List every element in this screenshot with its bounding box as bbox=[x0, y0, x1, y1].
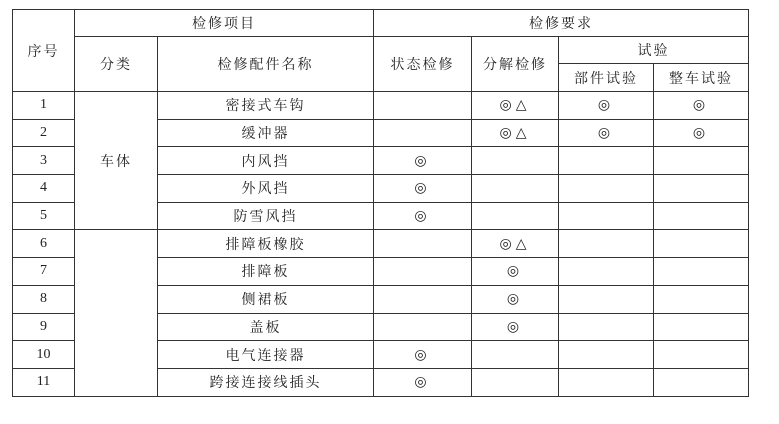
row-number: 8 bbox=[13, 285, 75, 313]
table-row bbox=[13, 92, 749, 120]
part-name: 排障板 bbox=[158, 258, 374, 286]
part-name: 排障板橡胶 bbox=[158, 230, 374, 258]
state-repair-mark: ◎ bbox=[374, 368, 472, 396]
category-cell: 车体 bbox=[75, 92, 158, 230]
state-repair-mark bbox=[374, 258, 472, 286]
row-number: 2 bbox=[13, 119, 75, 147]
disassembly-mark bbox=[472, 175, 559, 203]
part-test-mark bbox=[559, 285, 654, 313]
part-name: 侧裙板 bbox=[158, 285, 374, 313]
disassembly-mark: ◎ bbox=[472, 258, 559, 286]
vehicle-test-mark bbox=[654, 230, 749, 258]
state-repair-mark bbox=[374, 119, 472, 147]
vehicle-test-mark bbox=[654, 175, 749, 203]
state-repair-mark: ◎ bbox=[374, 147, 472, 175]
part-test-mark bbox=[559, 147, 654, 175]
header-vehicle-test: 整车试验 bbox=[654, 64, 749, 92]
state-repair-mark bbox=[374, 313, 472, 341]
row-number: 3 bbox=[13, 147, 75, 175]
state-repair-mark bbox=[374, 92, 472, 120]
part-test-mark bbox=[559, 341, 654, 369]
vehicle-test-mark bbox=[654, 313, 749, 341]
header-part-test: 部件试验 bbox=[559, 64, 654, 92]
part-name: 电气连接器 bbox=[158, 341, 374, 369]
part-name: 防雪风挡 bbox=[158, 202, 374, 230]
vehicle-test-mark bbox=[654, 341, 749, 369]
row-number: 5 bbox=[13, 202, 75, 230]
disassembly-mark: ◎ bbox=[472, 285, 559, 313]
header-seq: 序号 bbox=[13, 10, 75, 92]
row-number: 7 bbox=[13, 258, 75, 286]
part-name: 内风挡 bbox=[158, 147, 374, 175]
row-number: 4 bbox=[13, 175, 75, 203]
disassembly-mark: ◎△ bbox=[472, 119, 559, 147]
header-test-group: 试验 bbox=[559, 37, 749, 64]
vehicle-test-mark bbox=[654, 285, 749, 313]
part-test-mark bbox=[559, 368, 654, 396]
part-name: 密接式车钩 bbox=[158, 92, 374, 120]
state-repair-mark: ◎ bbox=[374, 175, 472, 203]
disassembly-mark bbox=[472, 147, 559, 175]
vehicle-test-mark bbox=[654, 368, 749, 396]
part-test-mark bbox=[559, 313, 654, 341]
header-state-repair: 状态检修 bbox=[374, 37, 472, 92]
row-number: 6 bbox=[13, 230, 75, 258]
part-test-mark: ◎ bbox=[559, 119, 654, 147]
row-number: 11 bbox=[13, 368, 75, 396]
header-category: 分类 bbox=[75, 37, 158, 92]
header-disassembly: 分解检修 bbox=[472, 37, 559, 92]
disassembly-mark bbox=[472, 341, 559, 369]
disassembly-mark: ◎ bbox=[472, 313, 559, 341]
part-name: 缓冲器 bbox=[158, 119, 374, 147]
disassembly-mark: ◎△ bbox=[472, 230, 559, 258]
vehicle-test-mark: ◎ bbox=[654, 119, 749, 147]
part-name: 跨接连接线插头 bbox=[158, 368, 374, 396]
part-test-mark bbox=[559, 202, 654, 230]
vehicle-test-mark: ◎ bbox=[654, 92, 749, 120]
table-row bbox=[13, 230, 749, 258]
state-repair-mark: ◎ bbox=[374, 341, 472, 369]
disassembly-mark bbox=[472, 202, 559, 230]
part-name: 盖板 bbox=[158, 313, 374, 341]
vehicle-test-mark bbox=[654, 147, 749, 175]
header-req-group: 检修要求 bbox=[374, 10, 749, 37]
vehicle-test-mark bbox=[654, 258, 749, 286]
state-repair-mark bbox=[374, 285, 472, 313]
part-test-mark bbox=[559, 258, 654, 286]
header-item-group: 检修项目 bbox=[75, 10, 374, 37]
disassembly-mark bbox=[472, 368, 559, 396]
part-name: 外风挡 bbox=[158, 175, 374, 203]
row-number: 1 bbox=[13, 92, 75, 120]
category-cell bbox=[75, 230, 158, 396]
vehicle-test-mark bbox=[654, 202, 749, 230]
state-repair-mark bbox=[374, 230, 472, 258]
row-number: 10 bbox=[13, 341, 75, 369]
part-test-mark: ◎ bbox=[559, 92, 654, 120]
maintenance-table bbox=[12, 9, 749, 397]
row-number: 9 bbox=[13, 313, 75, 341]
part-test-mark bbox=[559, 175, 654, 203]
disassembly-mark: ◎△ bbox=[472, 92, 559, 120]
header-part-name: 检修配件名称 bbox=[158, 37, 374, 92]
state-repair-mark: ◎ bbox=[374, 202, 472, 230]
part-test-mark bbox=[559, 230, 654, 258]
